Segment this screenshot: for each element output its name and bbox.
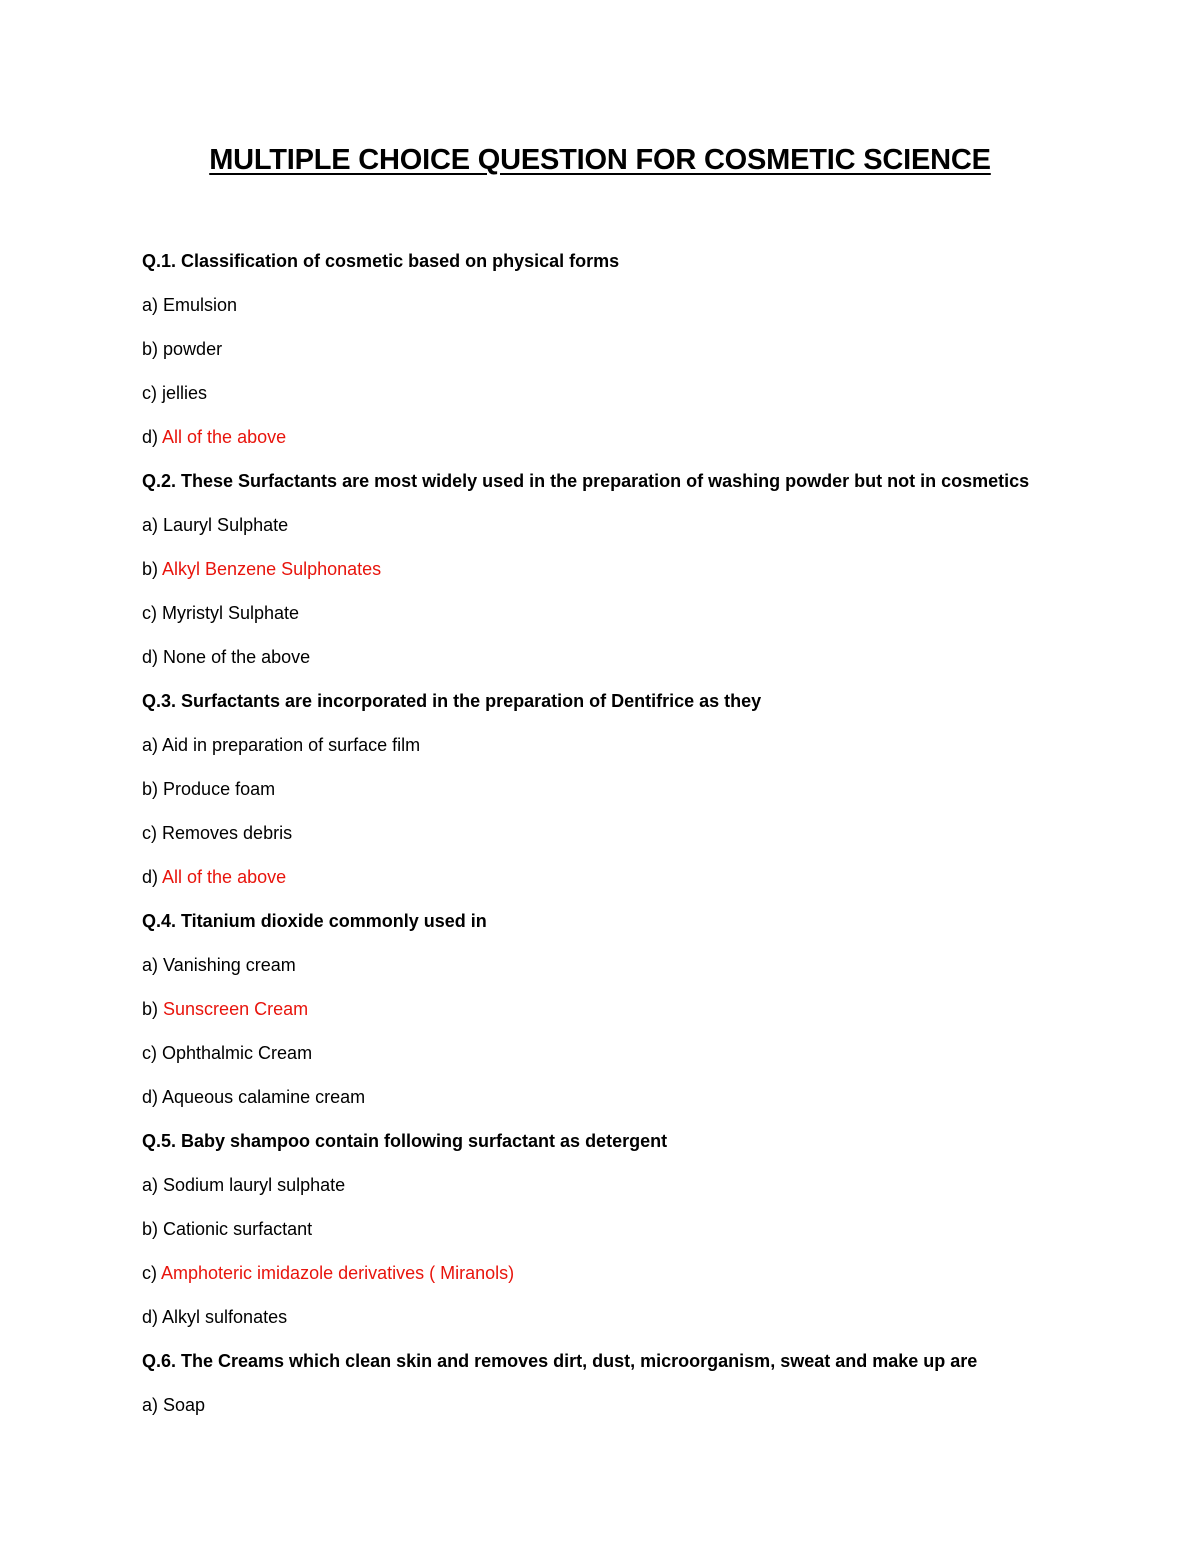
question-4: Q.4. Titanium dioxide commonly used in [142, 911, 487, 931]
option-6a [142, 1393, 1042, 1417]
option-4c [142, 1041, 1042, 1065]
question-3: Q.3. Surfactants are incorporated in the preparation of Dentifrice as they [142, 691, 762, 711]
option-text: Emulsion [163, 295, 238, 315]
question-6: Q.6. The Creams which clean skin and removes dirt, dust, microorganism, sweat and make up are [142, 1351, 978, 1371]
option-text: Soap [163, 1395, 206, 1415]
option-prefix: a) [142, 295, 159, 315]
option-text: None of the above [163, 647, 311, 667]
correct-answer-text: All of the above [162, 427, 287, 447]
option-4d [142, 1085, 1042, 1109]
option-1b [142, 337, 1042, 361]
option-2d [142, 645, 1042, 669]
option-text: jellies [162, 383, 208, 403]
option-prefix: a) [142, 515, 159, 535]
correct-answer-text: Alkyl Benzene Sulphonates [162, 559, 382, 579]
option-5a [142, 1173, 1042, 1197]
option-prefix: c) [142, 383, 157, 403]
option-prefix: a) [142, 1175, 159, 1195]
option-text: Lauryl Sulphate [163, 515, 289, 535]
option-5c [142, 1261, 1042, 1285]
option-1d [142, 425, 1042, 449]
option-4a [142, 953, 1042, 977]
option-prefix: a) [142, 1395, 159, 1415]
option-prefix: c) [142, 603, 157, 623]
option-prefix: b) [142, 339, 159, 359]
option-prefix: c) [142, 1043, 157, 1063]
option-3c [142, 821, 1042, 845]
option-3b [142, 777, 1042, 801]
option-prefix: b) [142, 999, 159, 1019]
option-2a [142, 513, 1042, 537]
document-title: MULTIPLE CHOICE QUESTION FOR COSMETIC SCIENCE [209, 144, 991, 176]
option-prefix: b) [142, 779, 159, 799]
option-5b [142, 1217, 1042, 1241]
question-5: Q.5. Baby shampoo contain following surfactant as detergent [142, 1131, 668, 1151]
option-text: Sodium lauryl sulphate [163, 1175, 346, 1195]
option-text: Aqueous calamine cream [162, 1087, 366, 1107]
option-text: Cationic surfactant [163, 1219, 313, 1239]
option-text: Vanishing cream [163, 955, 296, 975]
correct-answer-text: Sunscreen Cream [163, 999, 309, 1019]
option-2b [142, 557, 1042, 581]
question-2: Q.2. These Surfactants are most widely used in the preparation of washing powder but not in cosmetics [142, 471, 1030, 491]
option-text: powder [163, 339, 223, 359]
option-prefix: a) [142, 735, 159, 755]
option-prefix: b) [142, 1219, 159, 1239]
option-prefix: c) [142, 1263, 157, 1283]
correct-answer-text: Amphoteric imidazole derivatives ( Miranols) [161, 1263, 515, 1283]
option-prefix: d) [142, 867, 159, 887]
question-list [142, 249, 1042, 1437]
question-1: Q.1. Classification of cosmetic based on physical forms [142, 251, 620, 271]
option-1c [142, 381, 1042, 405]
option-3d [142, 865, 1042, 889]
option-prefix: d) [142, 647, 159, 667]
option-text: Ophthalmic Cream [162, 1043, 313, 1063]
option-text: Aid in preparation of surface film [162, 735, 421, 755]
option-2c [142, 601, 1042, 625]
option-1a [142, 293, 1042, 317]
option-prefix: d) [142, 1087, 159, 1107]
option-prefix: a) [142, 955, 159, 975]
option-5d [142, 1305, 1042, 1329]
option-4b [142, 997, 1042, 1021]
option-text: Removes debris [162, 823, 293, 843]
option-prefix: b) [142, 559, 159, 579]
option-prefix: c) [142, 823, 157, 843]
option-text: Myristyl Sulphate [162, 603, 300, 623]
option-text: Alkyl sulfonates [162, 1307, 288, 1327]
correct-answer-text: All of the above [162, 867, 287, 887]
option-prefix: d) [142, 427, 159, 447]
option-text: Produce foam [163, 779, 276, 799]
option-prefix: d) [142, 1307, 159, 1327]
option-3a [142, 733, 1042, 757]
